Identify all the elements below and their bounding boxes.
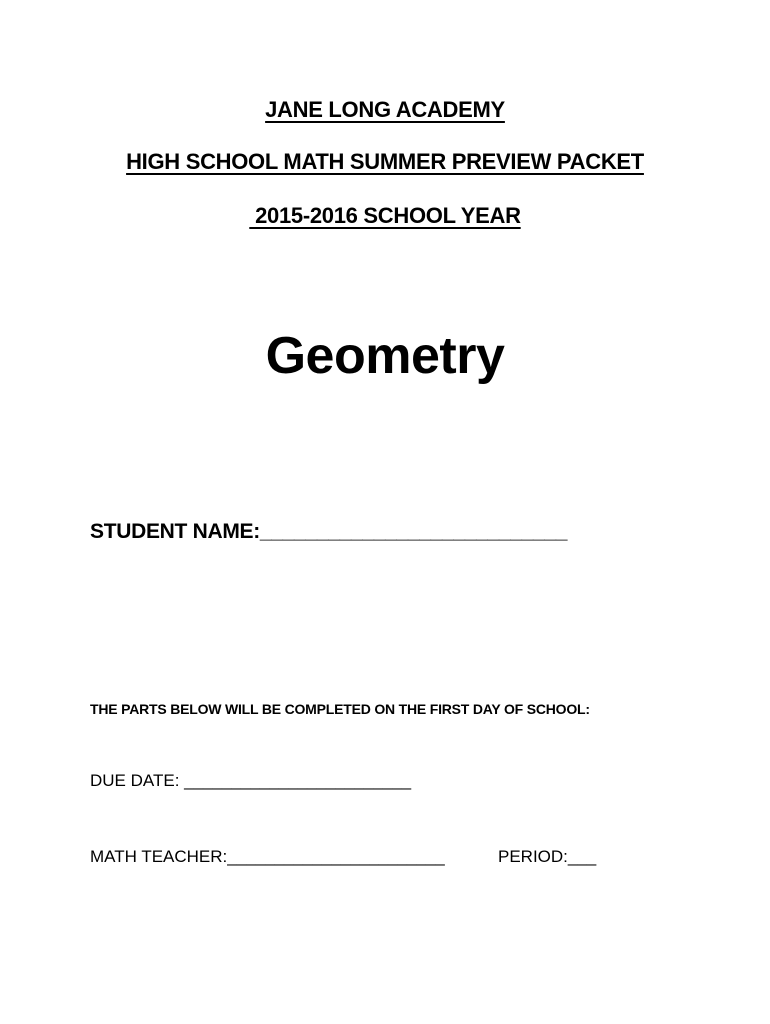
first-day-notice: THE PARTS BELOW WILL BE COMPLETED ON THE FIRST DAY OF SCHOOL: bbox=[90, 701, 590, 717]
packet-title-text: HIGH SCHOOL MATH SUMMER PREVIEW PACKET bbox=[126, 149, 644, 174]
due-date-field: DUE DATE: ________________________ bbox=[90, 771, 412, 790]
subject-title: Geometry bbox=[265, 327, 505, 385]
packet-title-heading bbox=[0, 149, 770, 175]
school-year-heading bbox=[0, 203, 770, 229]
period-field: PERIOD:___ bbox=[498, 847, 597, 866]
math-teacher-field: MATH TEACHER:_______________________ bbox=[90, 847, 445, 866]
school-year-text: 2015-2016 SCHOOL YEAR bbox=[249, 203, 521, 228]
school-name-heading bbox=[0, 97, 770, 123]
school-name-text: JANE LONG ACADEMY bbox=[265, 97, 505, 122]
student-name-field: STUDENT NAME:___________________________ bbox=[90, 520, 568, 543]
